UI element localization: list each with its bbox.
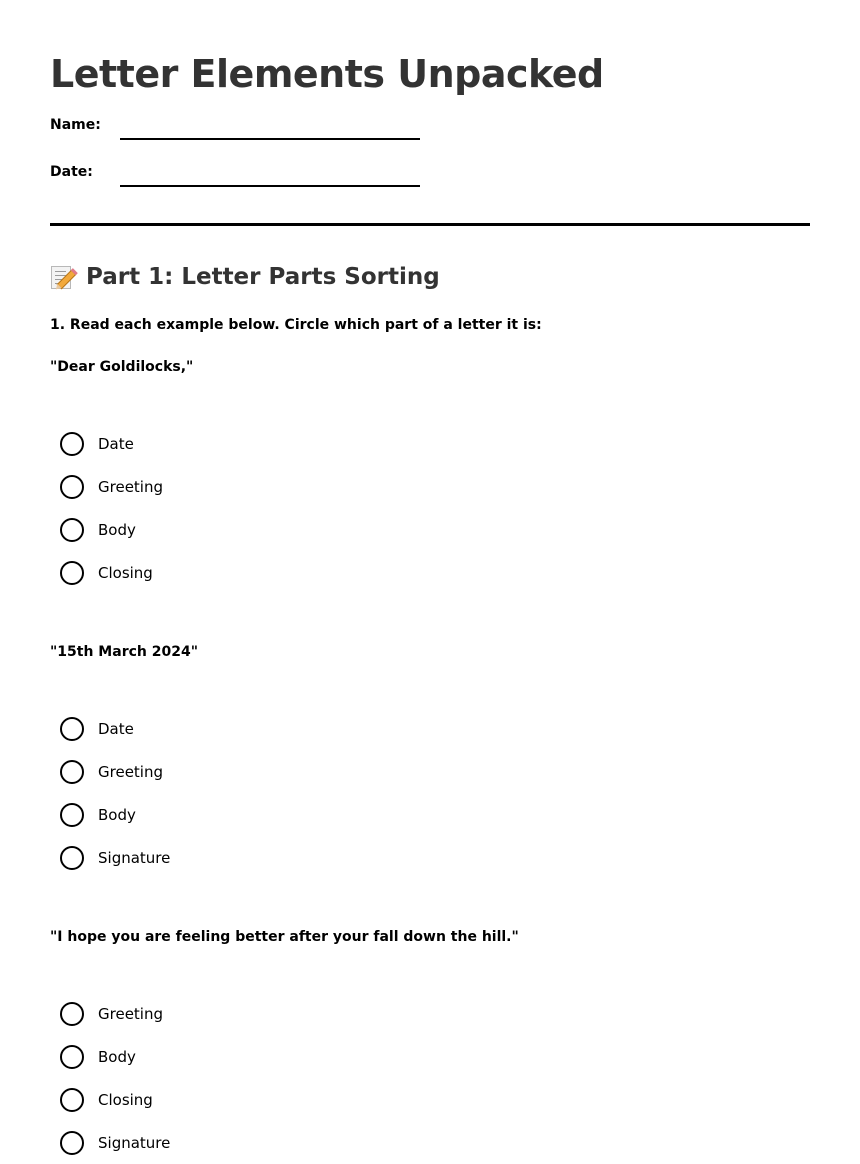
question-1-example: "Dear Goldilocks,"	[50, 359, 194, 375]
question-2-example: "15th March 2024"	[50, 644, 198, 660]
question-1-option-2[interactable]	[50, 465, 810, 508]
date-line[interactable]	[120, 185, 420, 187]
question-2-option-2[interactable]	[50, 750, 810, 793]
question-3-example: "I hope you are feeling better after your fall down the hill."	[50, 929, 519, 945]
question-3-option-2[interactable]	[50, 1035, 810, 1078]
option-label: Body	[98, 805, 136, 824]
radio-circle[interactable]	[60, 518, 84, 542]
radio-circle[interactable]	[60, 432, 84, 456]
question-3-options	[50, 992, 810, 1164]
option-label: Closing	[98, 563, 153, 582]
worksheet-title: Letter Elements Unpacked	[50, 52, 604, 96]
radio-circle[interactable]	[60, 1131, 84, 1155]
option-label: Date	[98, 719, 134, 738]
question-2-option-3[interactable]	[50, 793, 810, 836]
memo-icon	[50, 264, 74, 290]
radio-circle[interactable]	[60, 1045, 84, 1069]
radio-circle[interactable]	[60, 760, 84, 784]
header-divider	[50, 223, 810, 226]
option-label: Greeting	[98, 762, 163, 781]
part1-heading	[50, 262, 810, 292]
question-1-option-1[interactable]	[50, 422, 810, 465]
option-label: Greeting	[98, 1004, 163, 1023]
question-2-option-1[interactable]	[50, 707, 810, 750]
question-3-option-3[interactable]	[50, 1078, 810, 1121]
option-label: Body	[98, 1047, 136, 1066]
question-1-options	[50, 422, 810, 594]
date-field-row	[50, 165, 810, 187]
option-label: Greeting	[98, 477, 163, 496]
option-label: Body	[98, 520, 136, 539]
question-1-option-3[interactable]	[50, 508, 810, 551]
part1-instruction: 1. Read each example below. Circle which part of a letter it is:	[50, 317, 542, 333]
question-2-option-4[interactable]	[50, 836, 810, 879]
radio-circle[interactable]	[60, 1088, 84, 1112]
option-label: Closing	[98, 1090, 153, 1109]
radio-circle[interactable]	[60, 803, 84, 827]
date-label: Date:	[50, 164, 93, 180]
name-label: Name:	[50, 117, 101, 133]
option-label: Date	[98, 434, 134, 453]
question-2-options	[50, 707, 810, 879]
name-field-row	[50, 118, 810, 140]
part1-title: Part 1: Letter Parts Sorting	[86, 264, 440, 290]
radio-circle[interactable]	[60, 846, 84, 870]
radio-circle[interactable]	[60, 717, 84, 741]
question-3-option-1[interactable]	[50, 992, 810, 1035]
radio-circle[interactable]	[60, 475, 84, 499]
option-label: Signature	[98, 1133, 171, 1152]
name-line[interactable]	[120, 138, 420, 140]
option-label: Signature	[98, 848, 171, 867]
radio-circle[interactable]	[60, 1002, 84, 1026]
question-3-option-4[interactable]	[50, 1121, 810, 1164]
radio-circle[interactable]	[60, 561, 84, 585]
question-1-option-4[interactable]	[50, 551, 810, 594]
